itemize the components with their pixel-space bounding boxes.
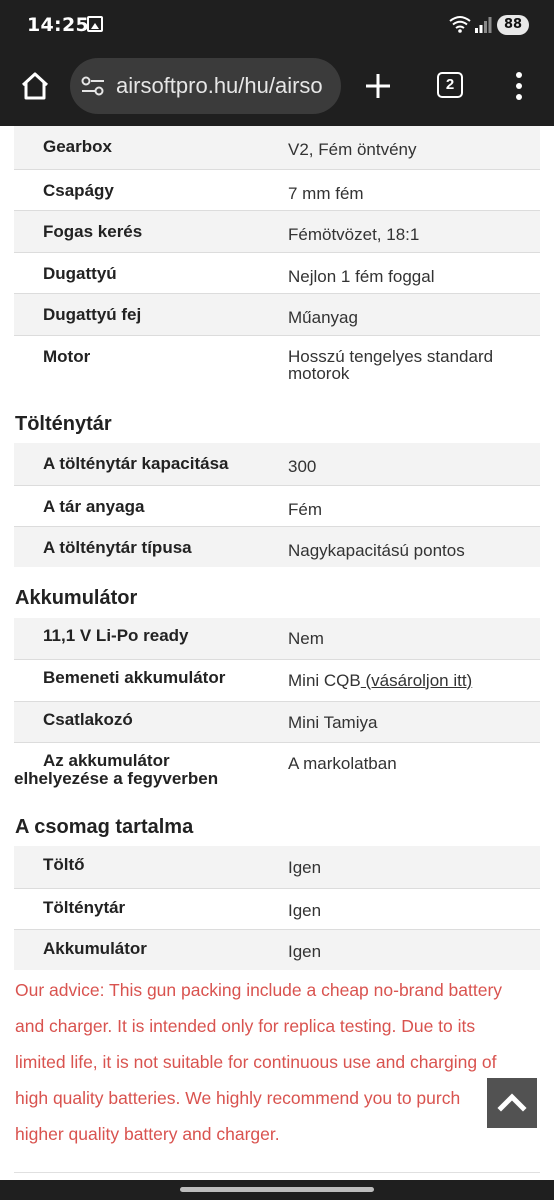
spec-key: Dugattyú fej xyxy=(43,304,142,324)
advice-line: Our advice: This gun packing include a cheap no-brand battery xyxy=(15,980,503,1000)
table-row xyxy=(14,210,540,252)
home-icon[interactable] xyxy=(18,69,52,103)
table-row xyxy=(14,526,540,567)
spec-value: V2, Fém öntvény xyxy=(288,140,417,159)
page-content xyxy=(0,126,554,1180)
spec-key: elhelyezése a fegyverben xyxy=(14,768,219,788)
table-row xyxy=(14,169,540,210)
spec-key: A tölténytár típusa xyxy=(43,537,192,557)
spec-value: Nejlon 1 fém foggal xyxy=(288,266,435,286)
spec-key: Gearbox xyxy=(43,137,112,156)
gesture-handle[interactable] xyxy=(180,1187,374,1192)
spec-table-battery xyxy=(14,618,540,802)
signal-icon xyxy=(474,16,492,34)
spec-value: Nem xyxy=(288,629,324,648)
section-title-package: A csomag tartalma xyxy=(15,816,194,838)
table-row xyxy=(14,126,540,169)
section-title-magazine: Tölténytár xyxy=(15,413,112,435)
site-settings-icon[interactable] xyxy=(80,75,106,97)
battery-icon: 88 xyxy=(497,15,529,35)
status-bar xyxy=(0,0,554,52)
wifi-icon xyxy=(448,14,472,34)
spec-value: motorok xyxy=(288,363,350,383)
spec-value: 7 mm fém xyxy=(288,183,364,203)
spec-key: Csapágy xyxy=(43,180,114,200)
spec-key: 11,1 V Li-Po ready xyxy=(43,626,189,645)
spec-key: Töltő xyxy=(43,855,85,874)
table-row xyxy=(14,846,540,888)
advice-line: and charger. It is intended only for replica testing. Due to its xyxy=(15,1016,476,1036)
table-row xyxy=(14,293,540,335)
advice-line: limited life, it is not suitable for continuous use and charging of xyxy=(15,1052,497,1072)
divider xyxy=(14,1172,540,1173)
plus-icon[interactable] xyxy=(362,70,394,102)
table-row xyxy=(14,485,540,526)
spec-key: Az akkumulátor xyxy=(43,750,170,770)
spec-key: A tölténytár kapacitása xyxy=(43,454,229,473)
spec-value: Mini CQB xyxy=(288,670,361,690)
spec-value: Fém xyxy=(288,499,322,519)
spec-key: A tár anyaga xyxy=(43,496,145,516)
spec-value: Fémötvözet, 18:1 xyxy=(288,224,420,244)
spec-value: Műanyag xyxy=(288,307,358,327)
spec-value: 300 xyxy=(288,457,317,476)
spec-key: Csatlakozó xyxy=(43,709,133,729)
url-bar[interactable] xyxy=(70,58,341,114)
table-row xyxy=(14,888,540,929)
more-vert-icon[interactable] xyxy=(507,70,531,102)
table-row xyxy=(14,929,540,970)
gesture-nav-bar xyxy=(0,1180,554,1200)
spec-key: Motor xyxy=(43,346,91,366)
spec-key: Akkumulátor xyxy=(43,938,147,958)
buy-here-link[interactable]: (vásároljon itt) xyxy=(360,670,473,690)
spec-value: Mini Tamiya xyxy=(288,712,378,732)
spec-value: Igen xyxy=(288,941,322,961)
table-row xyxy=(14,252,540,293)
spec-value: Igen xyxy=(288,900,322,920)
tab-switcher-icon[interactable]: 2 xyxy=(437,72,463,98)
spec-value: Igen xyxy=(288,858,322,877)
url-text: airsoftpro.hu/hu/airso xyxy=(116,73,323,98)
spec-key: Fogas kerés xyxy=(43,221,143,241)
chevron-up-icon xyxy=(487,1078,537,1128)
advice-line: high quality batteries. We highly recommend you to purch xyxy=(15,1088,461,1108)
image-icon xyxy=(87,16,103,32)
spec-value: A markolatban xyxy=(288,753,397,773)
spec-key: Tölténytár xyxy=(43,897,126,917)
table-row xyxy=(14,443,540,485)
browser-toolbar xyxy=(0,52,554,126)
spec-value: Nagykapacitású pontos xyxy=(288,540,465,560)
table-row xyxy=(14,701,540,742)
status-time: 14:25 xyxy=(27,14,89,36)
spec-table-gearbox xyxy=(14,126,540,399)
scroll-to-top-button[interactable] xyxy=(487,1078,537,1128)
spec-key: Bemeneti akkumulátor xyxy=(43,667,226,687)
advice-text xyxy=(15,972,545,1152)
table-row xyxy=(14,335,540,399)
spec-value: Hosszú tengelyes standard xyxy=(288,346,494,366)
table-row xyxy=(14,742,540,802)
spec-table-package xyxy=(14,846,540,970)
spec-key: Dugattyú xyxy=(43,263,117,283)
table-row xyxy=(14,618,540,659)
advice-line: higher quality battery and charger. xyxy=(15,1124,280,1144)
section-title-battery: Akkumulátor xyxy=(15,587,138,609)
table-row xyxy=(14,659,540,701)
spec-table-magazine xyxy=(14,443,540,567)
